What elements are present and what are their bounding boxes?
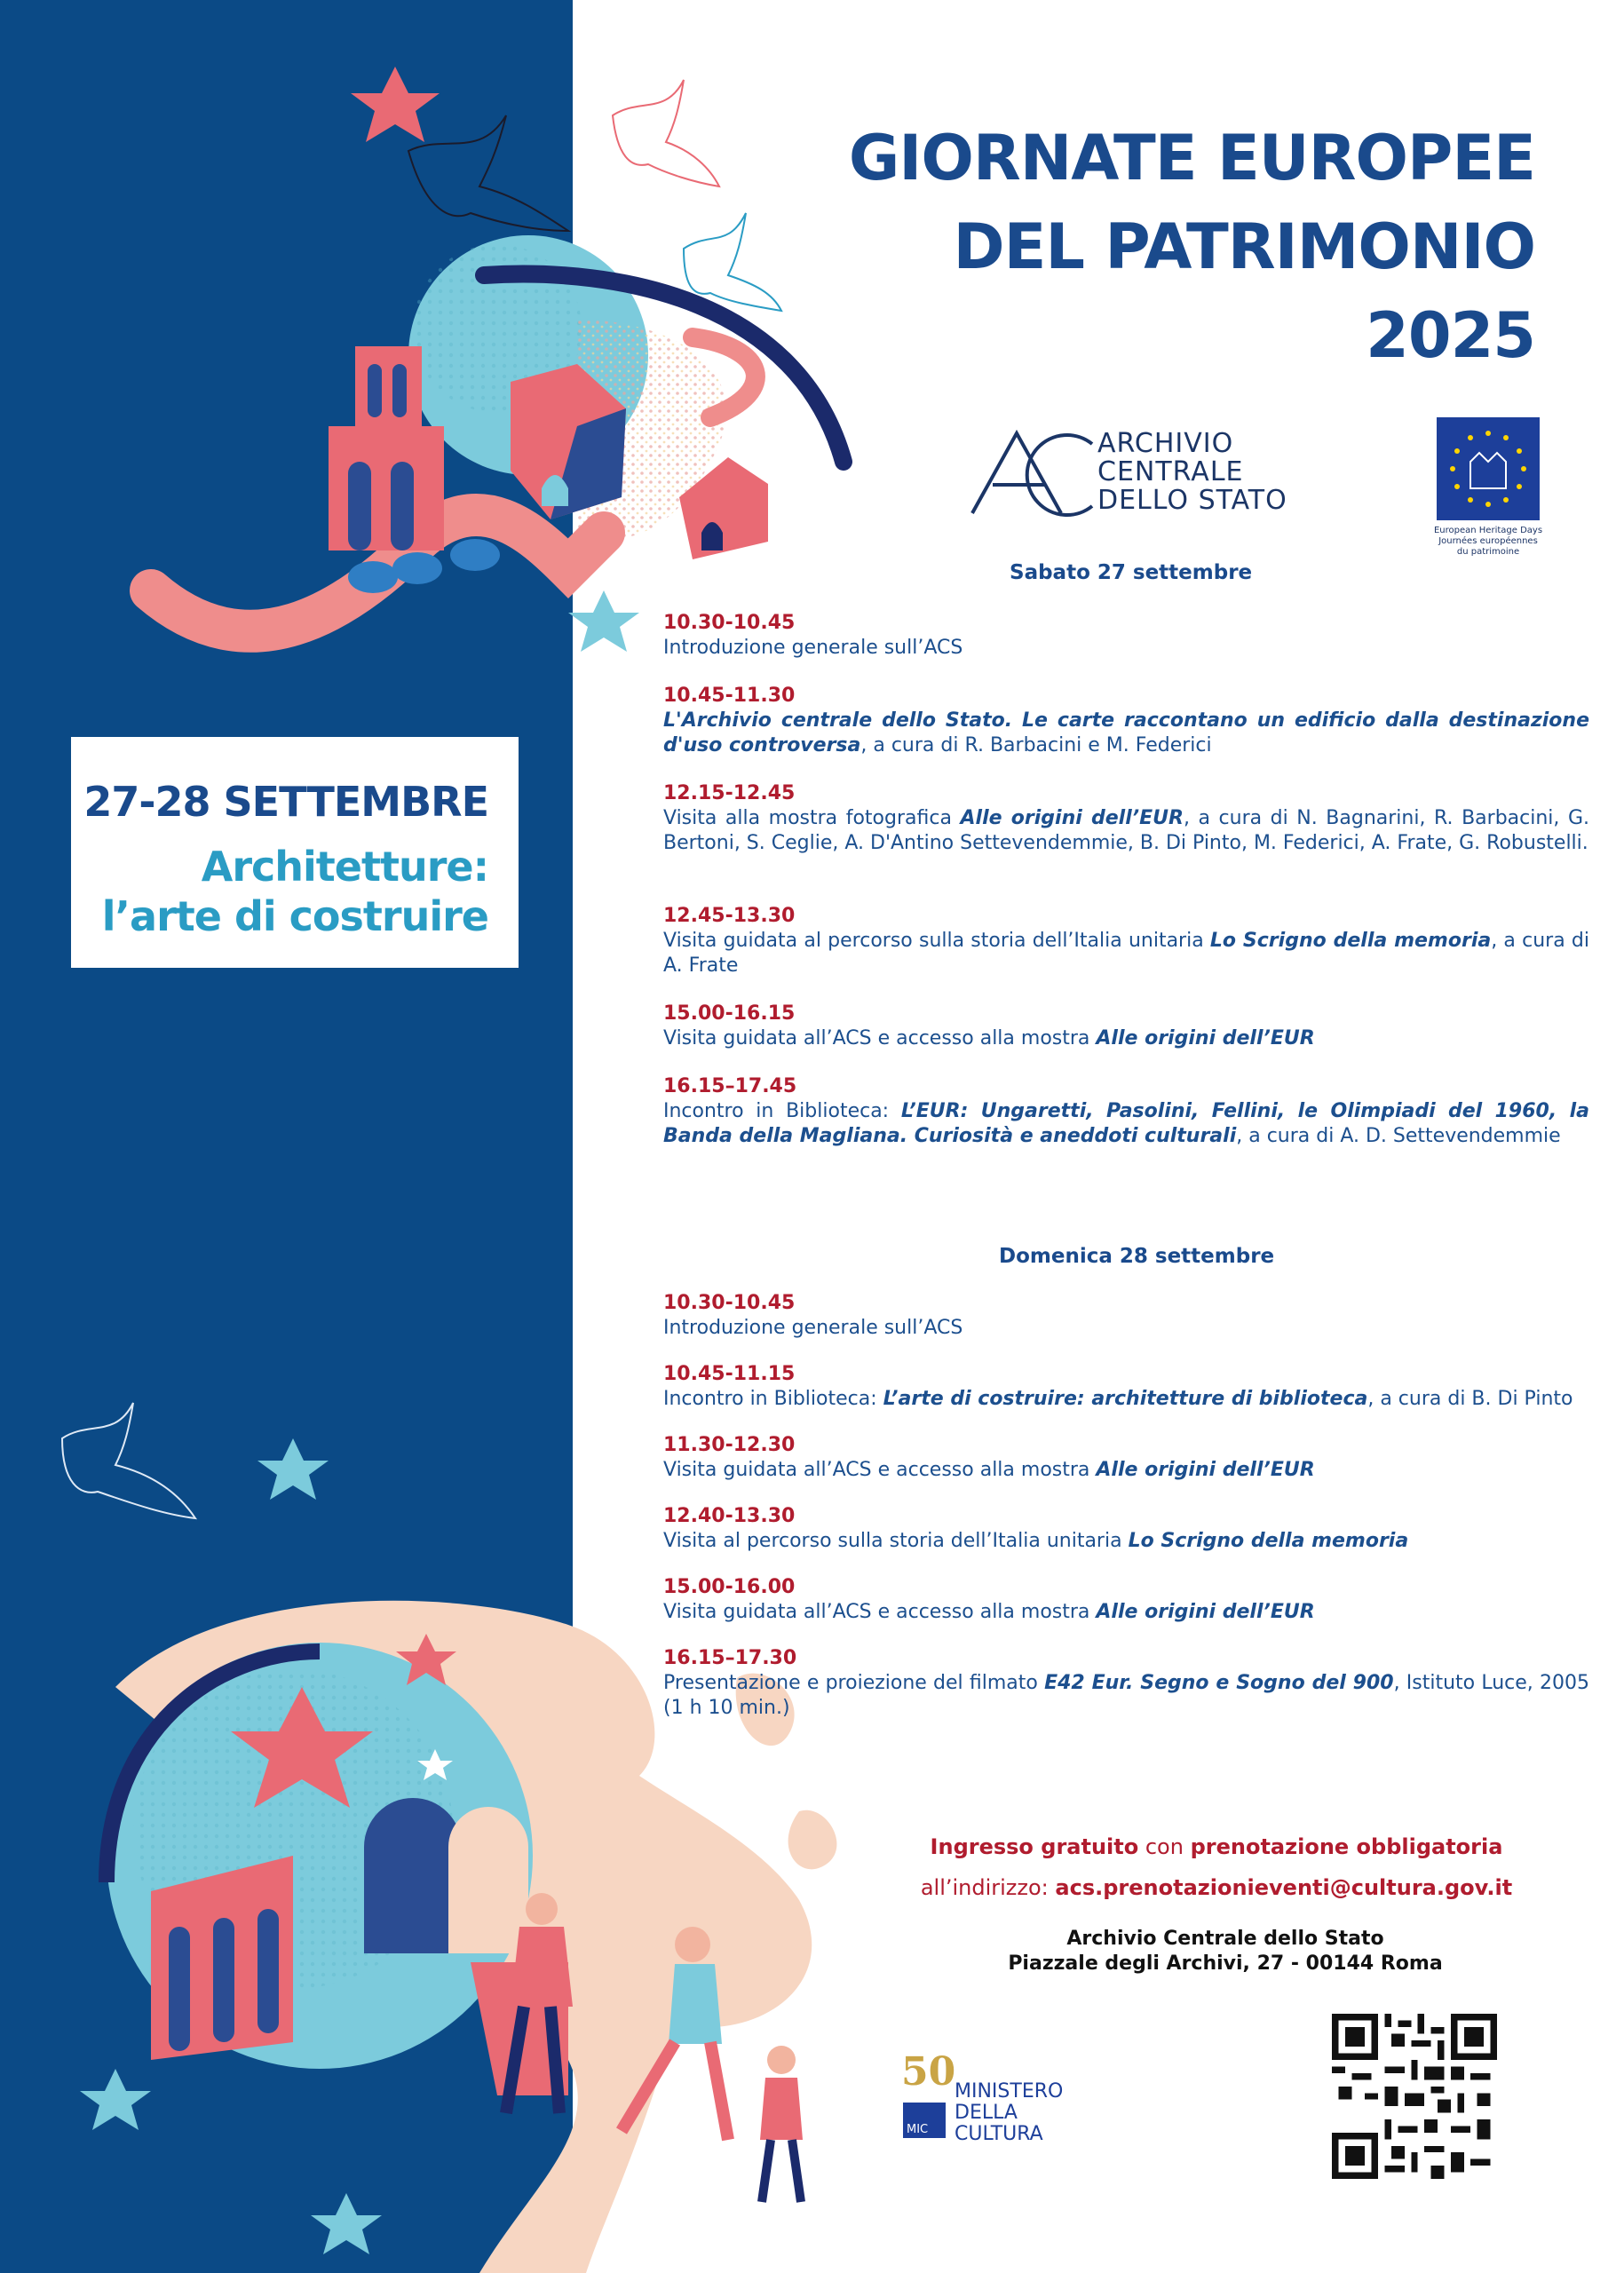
event-text: Presentazione e proiezione del filmato [663,1672,1045,1694]
sat-event-5 [663,1002,1589,1051]
event-description [663,1529,1589,1554]
event-description [663,806,1589,856]
theme-badge [71,737,519,968]
european-heritage-days-logo [1437,417,1540,520]
email-prefix: all’indirizzo: [920,1875,1056,1900]
badge-theme-line-2: l’arte di costruire [101,892,488,940]
event-text: Incontro in Biblioteca: [663,1100,901,1122]
event-text: , a cura di R. Barbacini e M. Federici [860,734,1212,756]
event-time: 10.45-11.15 [663,1363,796,1385]
event-title: Alle origini dell’EUR [1096,1601,1315,1623]
event-description [663,1458,1589,1483]
ehd-line-2: Journées européennes [1438,536,1538,546]
event-title: L’EUR: Ungaretti, Pasolini, Fellini, le Olimpiadi del 1960, la Banda della Magliana. Curiosità e aneddoti culturali [663,1100,1589,1147]
event-time: 12.40-13.30 [663,1505,796,1527]
event-title: Alle origini dell’EUR [960,807,1184,829]
dove-top [408,115,568,231]
event-text: Visita guidata all’ACS e accesso alla mostra [663,1459,1097,1481]
sun-event-3 [663,1433,1589,1483]
dove-right-pink [613,80,719,186]
event-time: 10.30-10.45 [663,1292,796,1314]
event-description [663,929,1589,978]
door-arch [364,1798,462,1953]
badge-dates: 27-28 SETTEMBRE [83,778,488,826]
sun-event-4 [663,1504,1589,1554]
event-text-2: , a cura di N. Bagnarini, R. Barbacini, G. Bertoni, S. Ceglie, A. D'Antino Settevendemmie, B. Di Pinto, M. Federici, A. Frate, G. Robustelli. [663,807,1589,854]
qr-code[interactable] [1332,2014,1497,2179]
acs-logo-text [1097,430,1287,515]
event-description [663,1600,1589,1625]
event-text-2: , Istituto Luce, 2005 (1 h 10 min.) [663,1672,1590,1719]
page-title [849,114,1535,380]
event-text: Visita alla mostra fotografica [663,807,961,829]
booking-line [852,1834,1580,1859]
badge-theme [102,842,488,941]
event-text: Introduzione generale sull’ACS [663,637,963,659]
title-line-2: DEL PATRIMONIO [953,210,1535,283]
star-mid-left [257,1438,329,1500]
sunday-heading: Domenica 28 settembre [999,1245,1275,1268]
dove-left-mid [62,1403,195,1518]
mic-line-1: MINISTERO [955,2080,1064,2103]
event-description [663,1026,1589,1051]
venue-name: Archivio Centrale dello Stato [1066,1928,1384,1950]
free-entry-label: Ingresso gratuito [930,1834,1139,1859]
sun-event-6 [663,1646,1589,1721]
mic-text [955,2081,1063,2145]
sun-event-2 [663,1362,1589,1412]
event-title: E42 Eur. Segno e Sogno del 900 [1044,1672,1394,1694]
event-text: Incontro in Biblioteca: [663,1388,883,1410]
event-description [663,1671,1589,1721]
badge-theme-line-1: Architetture: [201,843,488,891]
event-text-2: , a cura di A. D. Settevendemmie [1236,1125,1561,1147]
mic-50: 50 [901,2049,956,2095]
booking-connector: con [1138,1834,1191,1859]
ehd-line-1: European Heritage Days [1433,526,1543,535]
event-title: L'Archivio centrale dello Stato. Le carte raccontano un edificio dalla destinazione d'uso controversa [663,709,1589,756]
event-time: 16.15–17.45 [663,1075,797,1097]
event-time: 16.15–17.30 [663,1647,797,1669]
sat-event-4 [663,904,1589,978]
booking-email-link[interactable]: acs.prenotazionieventi@cultura.gov.it [1055,1875,1513,1900]
event-text: Visita al percorso sulla storia dell’Italia unitaria [663,1530,1129,1552]
event-time: 15.00-16.15 [663,1002,796,1025]
sat-event-6 [663,1074,1589,1149]
event-description [663,709,1589,758]
event-text: Visita guidata al percorso sulla storia dell’Italia unitaria [663,930,1210,952]
event-title: L’arte di costruire: architetture di biblioteca [883,1388,1368,1410]
event-time: 11.30-12.30 [663,1434,796,1456]
event-time: 15.00-16.00 [663,1576,796,1598]
sat-event-1 [663,611,1589,661]
event-title: Lo Scrigno della memoria [1209,930,1492,952]
title-line-3: 2025 [1366,299,1535,372]
arch-building-top [355,346,422,435]
event-time: 10.45-11.30 [663,685,796,707]
event-text: Visita guidata all’ACS e accesso alla mostra [663,1601,1097,1623]
event-description [663,1099,1589,1149]
mic-abbr: MIC [903,2103,946,2138]
acs-line-1: ARCHIVIO [1097,428,1234,459]
sat-event-3 [663,781,1589,856]
event-text-2: , a cura di A. Frate [663,930,1589,977]
event-text: Introduzione generale sull’ACS [663,1317,963,1339]
event-description [663,1387,1589,1412]
star-bottom-low [311,2193,382,2254]
event-text: Visita guidata all’ACS e accesso alla mostra [663,1027,1097,1049]
event-title: Alle origini dell’EUR [1096,1027,1315,1049]
venue-street: Piazzale degli Archivi, 27 - 00144 Roma [1008,1952,1443,1975]
saturday-heading: Sabato 27 settembre [1010,561,1253,584]
event-title: Alle origini dell’EUR [1096,1459,1315,1481]
star-top-mid [568,590,639,652]
arch-building-base [329,426,444,550]
event-time: 12.45-13.30 [663,905,796,927]
event-text-2: , a cura di B. Di Pinto [1367,1388,1573,1410]
ehd-caption [1412,526,1565,558]
sun-event-5 [663,1575,1589,1625]
sat-event-2 [663,684,1589,758]
venue-address [888,1927,1563,1976]
sun-event-1 [663,1291,1589,1341]
mic-line-2: DELLA [955,2102,1018,2124]
mic-line-3: CULTURA [955,2123,1043,2145]
ehd-line-3: du patrimoine [1456,547,1520,557]
acs-line-3: DELLO STATO [1097,485,1287,516]
event-title: Lo Scrigno della memoria [1128,1530,1409,1552]
star-bottom-left [80,2069,151,2130]
title-line-1: GIORNATE EUROPEE [848,122,1535,194]
event-time: 12.15-12.45 [663,782,796,804]
star-top-left [351,67,440,142]
email-line [852,1875,1580,1900]
acs-line-2: CENTRALE [1097,456,1244,487]
mandatory-booking-label: prenotazione obbligatoria [1190,1834,1503,1859]
event-time: 10.30-10.45 [663,612,796,634]
